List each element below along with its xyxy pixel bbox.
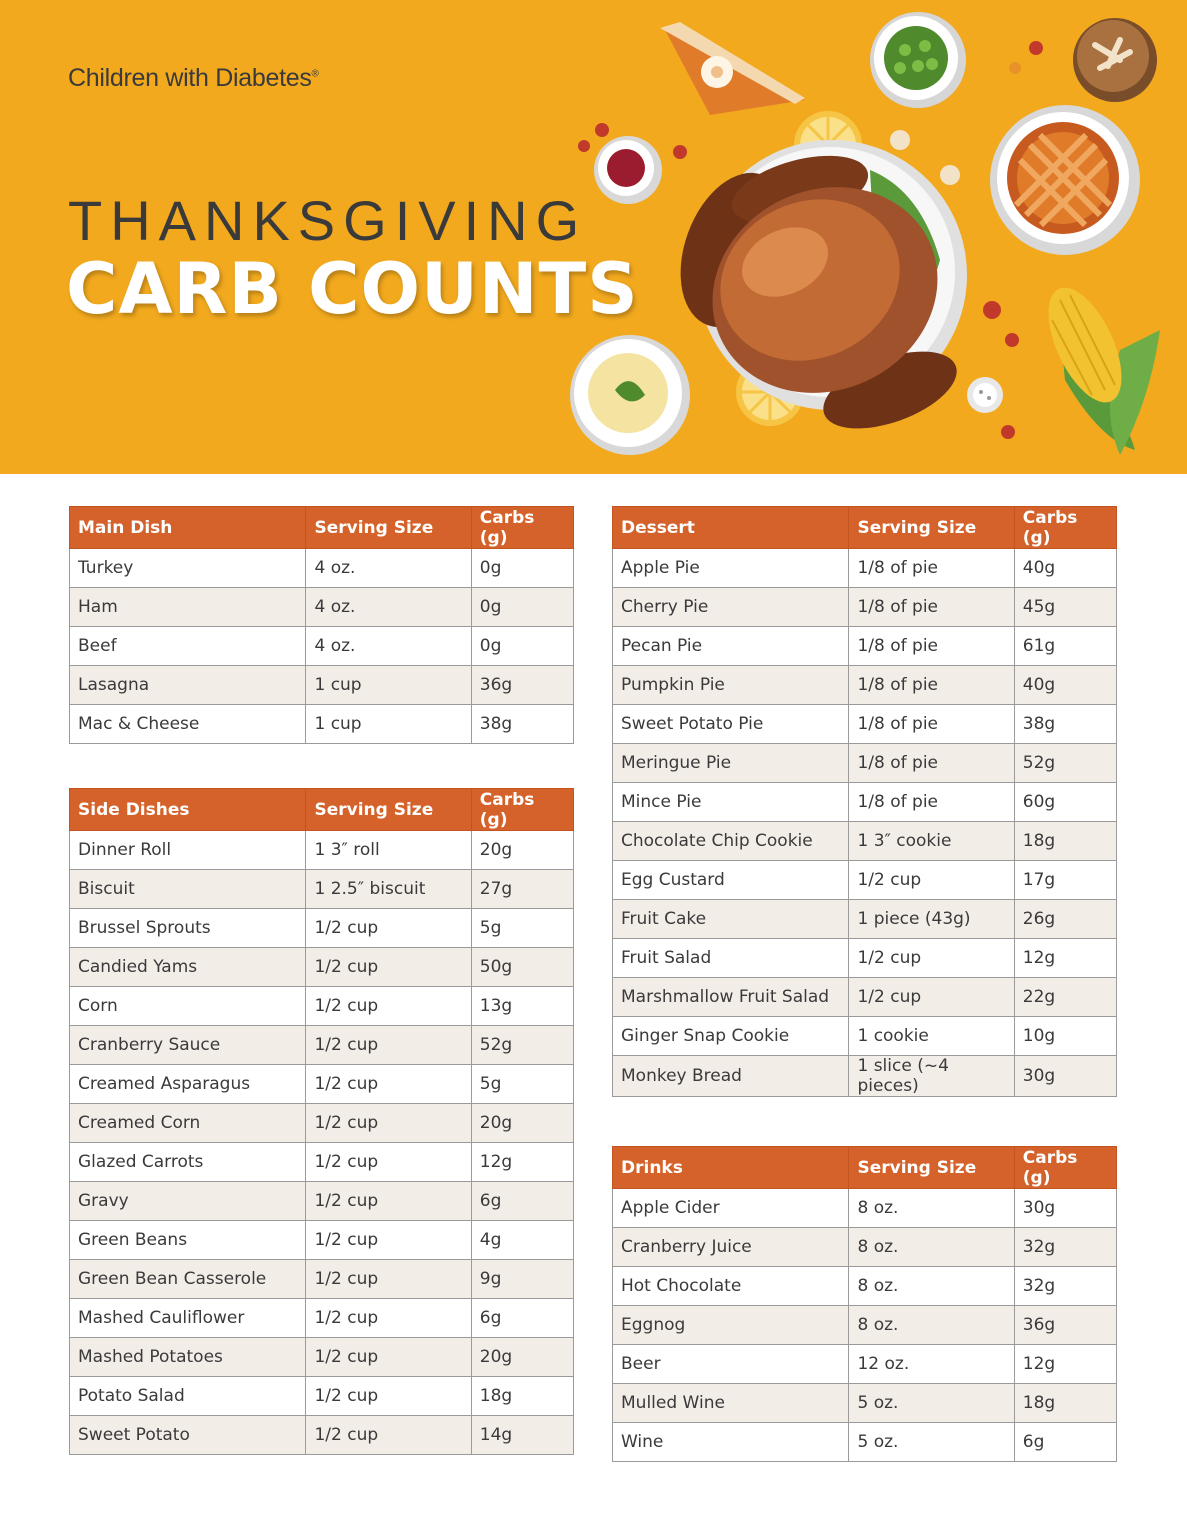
food-name-cell: Corn [70,987,306,1026]
food-name-cell: Mince Pie [613,783,849,822]
serving-size-cell: 1 3″ cookie [849,822,1014,861]
table-row [70,1221,574,1260]
serving-size-cell: 1 2.5″ biscuit [306,870,471,909]
serving-size-cell: 8 oz. [849,1228,1014,1267]
column-header-serving-size: Serving Size [849,507,1014,549]
carbs-cell: 6g [471,1299,573,1338]
table-row [613,744,1117,783]
carbs-cell: 5g [471,909,573,948]
table-row [613,627,1117,666]
cranberry-sauce-icon [594,136,662,204]
food-name-cell: Mashed Cauliflower [70,1299,306,1338]
food-name-cell: Mashed Potatoes [70,1338,306,1377]
serving-size-cell: 1 slice (~4 pieces) [849,1056,1014,1097]
food-name-cell: Chocolate Chip Cookie [613,822,849,861]
carbs-cell: 52g [471,1026,573,1065]
serving-size-cell: 1/2 cup [306,1065,471,1104]
table-row [613,978,1117,1017]
title-line-1: THANKSGIVING [68,189,588,252]
carbs-cell: 61g [1014,627,1116,666]
carbs-cell: 0g [471,627,573,666]
serving-size-cell: 5 oz. [849,1423,1014,1462]
serving-size-cell: 1/8 of pie [849,705,1014,744]
carbs-cell: 32g [1014,1267,1116,1306]
carbs-cell: 22g [1014,978,1116,1017]
carbs-cell: 40g [1014,666,1116,705]
food-name-cell: Wine [613,1423,849,1462]
serving-size-cell: 8 oz. [849,1306,1014,1345]
column-header-serving-size: Serving Size [849,1147,1014,1189]
carbs-cell: 52g [1014,744,1116,783]
carbs-cell: 4g [471,1221,573,1260]
serving-size-cell: 1/8 of pie [849,588,1014,627]
carbs-cell: 13g [471,987,573,1026]
carbs-cell: 38g [471,705,573,744]
carbs-cell: 6g [471,1182,573,1221]
column-header-category: Drinks [613,1147,849,1189]
table-row [70,1026,574,1065]
table-row [613,588,1117,627]
carbs-cell: 5g [471,1065,573,1104]
serving-size-cell: 1/2 cup [306,1299,471,1338]
food-name-cell: Egg Custard [613,861,849,900]
food-name-cell: Sweet Potato Pie [613,705,849,744]
carbs-cell: 0g [471,588,573,627]
table-row [613,666,1117,705]
table-header-row [70,789,574,831]
food-name-cell: Gravy [70,1182,306,1221]
serving-size-cell: 1/2 cup [306,1182,471,1221]
carbs-cell: 60g [1014,783,1116,822]
food-name-cell: Cranberry Juice [613,1228,849,1267]
food-name-cell: Cranberry Sauce [70,1026,306,1065]
column-header-serving-size: Serving Size [306,507,471,549]
carbs-cell: 40g [1014,549,1116,588]
table-row [613,939,1117,978]
table-row [70,549,574,588]
serving-size-cell: 12 oz. [849,1345,1014,1384]
carbs-cell: 45g [1014,588,1116,627]
carbs-cell: 36g [471,666,573,705]
serving-size-cell: 4 oz. [306,588,471,627]
mashed-potatoes-icon [570,335,690,455]
carbs-cell: 12g [1014,1345,1116,1384]
carbs-cell: 18g [1014,1384,1116,1423]
table-row [613,1423,1117,1462]
table-header-row [613,507,1117,549]
table-row [70,870,574,909]
serving-size-cell: 1 piece (43g) [849,900,1014,939]
lattice-pie-icon [990,105,1140,255]
table-row [613,1017,1117,1056]
carbs-cell: 0g [471,549,573,588]
food-name-cell: Fruit Salad [613,939,849,978]
table-row [70,1416,574,1455]
column-header-serving-size: Serving Size [306,789,471,831]
main-dish-table [69,506,574,744]
serving-size-cell: 1 cup [306,666,471,705]
serving-size-cell: 8 oz. [849,1189,1014,1228]
title-line-2: CARB COUNTS [66,248,639,330]
table-row [613,1056,1117,1097]
serving-size-cell: 4 oz. [306,549,471,588]
food-name-cell: Biscuit [70,870,306,909]
food-name-cell: Candied Yams [70,948,306,987]
table-row [70,1104,574,1143]
roast-turkey-icon [661,130,972,444]
serving-size-cell: 1/2 cup [306,1416,471,1455]
carbs-cell: 20g [471,1338,573,1377]
food-name-cell: Meringue Pie [613,744,849,783]
brand-name: Children with Diabetes® [68,64,319,92]
food-name-cell: Brussel Sprouts [70,909,306,948]
column-header-category: Main Dish [70,507,306,549]
salt-shaker-icon [967,377,1003,413]
serving-size-cell: 1/2 cup [306,1221,471,1260]
carbs-cell: 10g [1014,1017,1116,1056]
serving-size-cell: 1/2 cup [849,978,1014,1017]
carbs-cell: 14g [471,1416,573,1455]
table-row [70,1377,574,1416]
table-row [70,1260,574,1299]
carbs-cell: 32g [1014,1228,1116,1267]
column-header-carbs: Carbs (g) [1014,507,1116,549]
food-name-cell: Glazed Carrots [70,1143,306,1182]
column-header-carbs: Carbs (g) [471,789,573,831]
table-row [613,1306,1117,1345]
table-row [70,1065,574,1104]
carbs-cell: 18g [471,1377,573,1416]
carbs-cell: 27g [471,870,573,909]
table-row [70,987,574,1026]
food-name-cell: Beer [613,1345,849,1384]
serving-size-cell: 1/2 cup [306,1143,471,1182]
column-header-category: Side Dishes [70,789,306,831]
carbs-cell: 30g [1014,1189,1116,1228]
food-name-cell: Lasagna [70,666,306,705]
carbs-cell: 30g [1014,1056,1116,1097]
carbs-cell: 12g [471,1143,573,1182]
column-header-carbs: Carbs (g) [1014,1147,1116,1189]
column-header-carbs: Carbs (g) [471,507,573,549]
table-row [70,831,574,870]
food-name-cell: Ginger Snap Cookie [613,1017,849,1056]
food-name-cell: Creamed Corn [70,1104,306,1143]
table-row [70,1143,574,1182]
table-row [613,1228,1117,1267]
food-name-cell: Marshmallow Fruit Salad [613,978,849,1017]
table-row [70,666,574,705]
table-row [613,1267,1117,1306]
serving-size-cell: 5 oz. [849,1384,1014,1423]
table-row [70,909,574,948]
carbs-cell: 26g [1014,900,1116,939]
carbs-cell: 38g [1014,705,1116,744]
peas-bowl-icon [870,12,966,108]
carbs-cell: 18g [1014,822,1116,861]
column-header-category: Dessert [613,507,849,549]
serving-size-cell: 1 cookie [849,1017,1014,1056]
food-name-cell: Creamed Asparagus [70,1065,306,1104]
serving-size-cell: 1/8 of pie [849,549,1014,588]
food-name-cell: Turkey [70,549,306,588]
corn-cob-icon [1033,277,1160,455]
header-banner [0,0,1187,474]
side-dishes-table [69,788,574,1455]
table-row [70,1299,574,1338]
serving-size-cell: 1 3″ roll [306,831,471,870]
serving-size-cell: 1/2 cup [849,861,1014,900]
serving-size-cell: 4 oz. [306,627,471,666]
serving-size-cell: 1/8 of pie [849,783,1014,822]
food-name-cell: Hot Chocolate [613,1267,849,1306]
table-row [70,948,574,987]
carbs-cell: 12g [1014,939,1116,978]
table-row [613,900,1117,939]
thanksgiving-food-illustration [560,0,1187,474]
carbs-cell: 20g [471,1104,573,1143]
food-name-cell: Eggnog [613,1306,849,1345]
serving-size-cell: 1/8 of pie [849,666,1014,705]
table-row [613,1189,1117,1228]
carbs-cell: 6g [1014,1423,1116,1462]
table-row [613,549,1117,588]
food-name-cell: Pumpkin Pie [613,666,849,705]
serving-size-cell: 1/2 cup [306,1338,471,1377]
carbs-cell: 50g [471,948,573,987]
food-name-cell: Mulled Wine [613,1384,849,1423]
table-row [70,588,574,627]
food-name-cell: Mac & Cheese [70,705,306,744]
table-header-row [613,1147,1117,1189]
carbs-cell: 17g [1014,861,1116,900]
serving-size-cell: 1/2 cup [306,1104,471,1143]
table-row [613,1345,1117,1384]
food-name-cell: Green Beans [70,1221,306,1260]
food-name-cell: Green Bean Casserole [70,1260,306,1299]
carbs-cell: 36g [1014,1306,1116,1345]
table-row [70,705,574,744]
serving-size-cell: 1/2 cup [306,1026,471,1065]
food-name-cell: Monkey Bread [613,1056,849,1097]
table-row [70,1182,574,1221]
serving-size-cell: 1/8 of pie [849,744,1014,783]
serving-size-cell: 1/2 cup [306,1377,471,1416]
drinks-table [612,1146,1117,1462]
food-name-cell: Apple Cider [613,1189,849,1228]
carbs-cell: 20g [471,831,573,870]
food-name-cell: Pecan Pie [613,627,849,666]
table-header-row [70,507,574,549]
table-row [613,822,1117,861]
table-row [613,705,1117,744]
table-row [613,1384,1117,1423]
table-row [613,783,1117,822]
dessert-table [612,506,1117,1097]
serving-size-cell: 1/8 of pie [849,627,1014,666]
table-row [613,861,1117,900]
food-name-cell: Dinner Roll [70,831,306,870]
serving-size-cell: 1/2 cup [306,909,471,948]
pumpkin-pie-slice-icon [660,22,805,115]
food-name-cell: Cherry Pie [613,588,849,627]
serving-size-cell: 1 cup [306,705,471,744]
carbs-cell: 9g [471,1260,573,1299]
serving-size-cell: 1/2 cup [306,948,471,987]
food-name-cell: Potato Salad [70,1377,306,1416]
food-name-cell: Apple Pie [613,549,849,588]
food-name-cell: Beef [70,627,306,666]
table-row [70,1338,574,1377]
serving-size-cell: 1/2 cup [849,939,1014,978]
serving-size-cell: 1/2 cup [306,987,471,1026]
food-name-cell: Ham [70,588,306,627]
table-row [70,627,574,666]
food-name-cell: Sweet Potato [70,1416,306,1455]
food-name-cell: Fruit Cake [613,900,849,939]
serving-size-cell: 1/2 cup [306,1260,471,1299]
mushroom-icon [1073,18,1157,102]
serving-size-cell: 8 oz. [849,1267,1014,1306]
